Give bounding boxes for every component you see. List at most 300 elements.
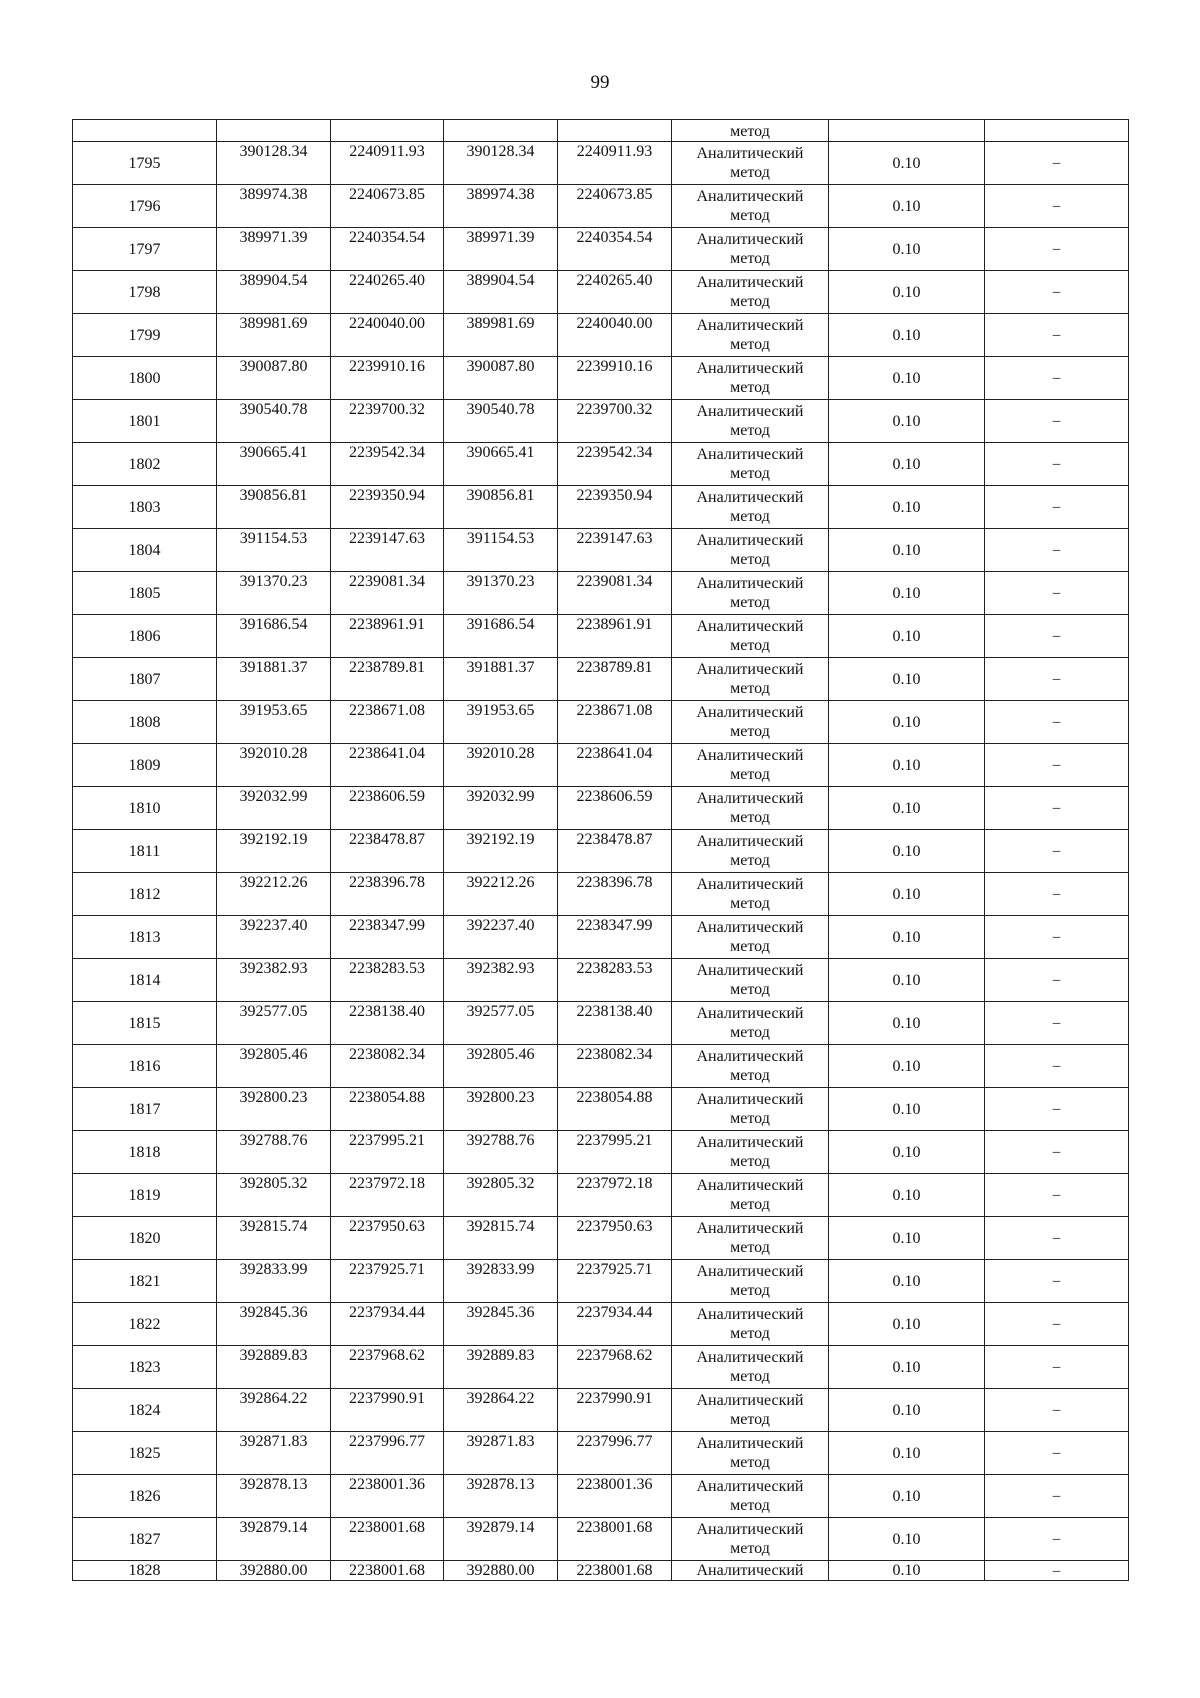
accuracy-cell: 0.10 xyxy=(829,916,985,959)
y-coordinate-cell: 2240673.85 xyxy=(558,185,672,228)
y-coordinate-cell: 2239910.16 xyxy=(331,357,444,400)
x-coordinate-cell: 391881.37 xyxy=(444,658,558,701)
note-cell: – xyxy=(985,1217,1129,1260)
point-number-cell: 1819 xyxy=(73,1174,217,1217)
method-line: метод xyxy=(730,293,770,310)
method-line: метод xyxy=(730,379,770,396)
method-cell xyxy=(672,1217,829,1260)
method-line: метод xyxy=(730,1153,770,1170)
method-cell xyxy=(672,142,829,185)
cell-empty xyxy=(444,120,558,142)
point-number-cell: 1814 xyxy=(73,959,217,1002)
method-line: метод xyxy=(730,637,770,654)
y-coordinate-cell: 2238478.87 xyxy=(331,830,444,873)
accuracy-cell: 0.10 xyxy=(829,959,985,1002)
accuracy-cell: 0.10 xyxy=(829,142,985,185)
method-cell xyxy=(672,1303,829,1346)
y-coordinate-cell: 2239542.34 xyxy=(558,443,672,486)
x-coordinate-cell: 392032.99 xyxy=(444,787,558,830)
accuracy-cell: 0.10 xyxy=(829,529,985,572)
method-line: Аналитический xyxy=(696,274,804,291)
accuracy-cell: 0.10 xyxy=(829,1475,985,1518)
note-cell: – xyxy=(985,572,1129,615)
table-row xyxy=(73,830,1129,873)
method-line: Аналитический xyxy=(696,790,804,807)
method-cell xyxy=(672,959,829,1002)
continuation-row xyxy=(73,120,1129,142)
y-coordinate-cell: 2237950.63 xyxy=(558,1217,672,1260)
method-line: Аналитический xyxy=(696,446,804,463)
method-line: Аналитический xyxy=(696,1521,804,1538)
accuracy-cell: 0.10 xyxy=(829,357,985,400)
y-coordinate-cell: 2238606.59 xyxy=(558,787,672,830)
x-coordinate-cell: 392010.28 xyxy=(444,744,558,787)
y-coordinate-cell: 2238138.40 xyxy=(331,1002,444,1045)
accuracy-cell: 0.10 xyxy=(829,1346,985,1389)
y-coordinate-cell: 2238396.78 xyxy=(331,873,444,916)
table-row xyxy=(73,873,1129,916)
x-coordinate-cell: 390128.34 xyxy=(217,142,331,185)
method-line: метод xyxy=(730,1282,770,1299)
accuracy-cell: 0.10 xyxy=(829,787,985,830)
x-coordinate-cell: 390665.41 xyxy=(217,443,331,486)
accuracy-cell: 0.10 xyxy=(829,1432,985,1475)
method-cell xyxy=(672,1475,829,1518)
y-coordinate-cell: 2238001.68 xyxy=(558,1561,672,1581)
point-number-cell: 1813 xyxy=(73,916,217,959)
x-coordinate-cell: 392833.99 xyxy=(444,1260,558,1303)
accuracy-cell: 0.10 xyxy=(829,1217,985,1260)
y-coordinate-cell: 2238001.68 xyxy=(558,1518,672,1561)
accuracy-cell: 0.10 xyxy=(829,830,985,873)
x-coordinate-cell: 392815.74 xyxy=(217,1217,331,1260)
point-number-cell: 1799 xyxy=(73,314,217,357)
accuracy-cell: 0.10 xyxy=(829,1088,985,1131)
method-line: метод xyxy=(730,1196,770,1213)
x-coordinate-cell: 392889.83 xyxy=(217,1346,331,1389)
y-coordinate-cell: 2238347.99 xyxy=(558,916,672,959)
method-cell xyxy=(672,443,829,486)
x-coordinate-cell: 389904.54 xyxy=(444,271,558,314)
x-coordinate-cell: 392879.14 xyxy=(217,1518,331,1561)
x-coordinate-cell: 391953.65 xyxy=(217,701,331,744)
y-coordinate-cell: 2237996.77 xyxy=(331,1432,444,1475)
table-row xyxy=(73,1346,1129,1389)
y-coordinate-cell: 2238054.88 xyxy=(331,1088,444,1131)
point-number-cell: 1797 xyxy=(73,228,217,271)
method-cell xyxy=(672,744,829,787)
point-number-cell: 1806 xyxy=(73,615,217,658)
x-coordinate-cell: 392845.36 xyxy=(217,1303,331,1346)
accuracy-cell: 0.10 xyxy=(829,228,985,271)
method-line: Аналитический xyxy=(696,575,804,592)
method-line: Аналитический xyxy=(696,1220,804,1237)
point-number-cell: 1815 xyxy=(73,1002,217,1045)
method-line: метод xyxy=(730,1067,770,1084)
method-line: Аналитический xyxy=(696,618,804,635)
point-number-cell: 1812 xyxy=(73,873,217,916)
y-coordinate-cell: 2237968.62 xyxy=(331,1346,444,1389)
y-coordinate-cell: 2238641.04 xyxy=(331,744,444,787)
x-coordinate-cell: 390540.78 xyxy=(217,400,331,443)
method-cell xyxy=(672,1045,829,1088)
y-coordinate-cell: 2237990.91 xyxy=(558,1389,672,1432)
method-line: метод xyxy=(730,594,770,611)
x-coordinate-cell: 392880.00 xyxy=(444,1561,558,1581)
point-number-cell: 1798 xyxy=(73,271,217,314)
method-line: Аналитический xyxy=(696,747,804,764)
note-cell: – xyxy=(985,1045,1129,1088)
method-line: метод xyxy=(730,1239,770,1256)
method-line: метод xyxy=(730,1325,770,1342)
accuracy-cell: 0.10 xyxy=(829,271,985,314)
table-row xyxy=(73,486,1129,529)
note-cell: – xyxy=(985,701,1129,744)
x-coordinate-cell: 391370.23 xyxy=(217,572,331,615)
method-line: Аналитический xyxy=(696,1177,804,1194)
table-row xyxy=(73,185,1129,228)
x-coordinate-cell: 392010.28 xyxy=(217,744,331,787)
point-number-cell: 1805 xyxy=(73,572,217,615)
note-cell: – xyxy=(985,873,1129,916)
method-line: метод xyxy=(730,422,770,439)
accuracy-cell: 0.10 xyxy=(829,1561,985,1581)
accuracy-cell: 0.10 xyxy=(829,658,985,701)
y-coordinate-cell: 2238283.53 xyxy=(331,959,444,1002)
y-coordinate-cell: 2239910.16 xyxy=(558,357,672,400)
y-coordinate-cell: 2239350.94 xyxy=(331,486,444,529)
x-coordinate-cell: 392382.93 xyxy=(217,959,331,1002)
x-coordinate-cell: 392032.99 xyxy=(217,787,331,830)
method-line: метод xyxy=(730,809,770,826)
table-row xyxy=(73,1131,1129,1174)
table-row xyxy=(73,787,1129,830)
y-coordinate-cell: 2240911.93 xyxy=(558,142,672,185)
x-coordinate-cell: 392237.40 xyxy=(444,916,558,959)
x-coordinate-cell: 391370.23 xyxy=(444,572,558,615)
method-cell xyxy=(672,314,829,357)
note-cell: – xyxy=(985,271,1129,314)
method-cell xyxy=(672,400,829,443)
method-line: метод xyxy=(730,1368,770,1385)
x-coordinate-cell: 392879.14 xyxy=(444,1518,558,1561)
accuracy-cell: 0.10 xyxy=(829,185,985,228)
accuracy-cell: 0.10 xyxy=(829,1002,985,1045)
point-number-cell: 1802 xyxy=(73,443,217,486)
table-row xyxy=(73,228,1129,271)
y-coordinate-cell: 2238671.08 xyxy=(331,701,444,744)
x-coordinate-cell: 391881.37 xyxy=(217,658,331,701)
point-number-cell: 1810 xyxy=(73,787,217,830)
method-line: Аналитический xyxy=(696,661,804,678)
x-coordinate-cell: 392805.46 xyxy=(217,1045,331,1088)
x-coordinate-cell: 392212.26 xyxy=(217,873,331,916)
y-coordinate-cell: 2238671.08 xyxy=(558,701,672,744)
x-coordinate-cell: 390087.80 xyxy=(444,357,558,400)
y-coordinate-cell: 2237995.21 xyxy=(558,1131,672,1174)
x-coordinate-cell: 392864.22 xyxy=(217,1389,331,1432)
table-row xyxy=(73,443,1129,486)
cell-empty xyxy=(829,120,985,142)
x-coordinate-cell: 391154.53 xyxy=(444,529,558,572)
accuracy-cell: 0.10 xyxy=(829,1260,985,1303)
method-cell xyxy=(672,271,829,314)
x-coordinate-cell: 390856.81 xyxy=(444,486,558,529)
x-coordinate-cell: 392815.74 xyxy=(444,1217,558,1260)
y-coordinate-cell: 2237968.62 xyxy=(558,1346,672,1389)
method-line: метод xyxy=(730,895,770,912)
note-cell: – xyxy=(985,1260,1129,1303)
table-row xyxy=(73,959,1129,1002)
method-line: метод xyxy=(730,164,770,181)
method-cell xyxy=(672,1518,829,1561)
method-cell: Аналитический xyxy=(672,1561,829,1581)
x-coordinate-cell: 391686.54 xyxy=(217,615,331,658)
point-number-cell: 1821 xyxy=(73,1260,217,1303)
table-row xyxy=(73,1217,1129,1260)
method-line: Аналитический xyxy=(696,876,804,893)
coordinates-table xyxy=(72,119,1129,1581)
note-cell: – xyxy=(985,1131,1129,1174)
note-cell: – xyxy=(985,1303,1129,1346)
note-cell: – xyxy=(985,1561,1129,1581)
x-coordinate-cell: 392878.13 xyxy=(444,1475,558,1518)
method-line: метод xyxy=(730,1110,770,1127)
point-number-cell: 1804 xyxy=(73,529,217,572)
y-coordinate-cell: 2238054.88 xyxy=(558,1088,672,1131)
note-cell: – xyxy=(985,1346,1129,1389)
x-coordinate-cell: 392805.46 xyxy=(444,1045,558,1088)
y-coordinate-cell: 2238283.53 xyxy=(558,959,672,1002)
method-cell xyxy=(672,572,829,615)
x-coordinate-cell: 392889.83 xyxy=(444,1346,558,1389)
method-line: метод xyxy=(730,723,770,740)
note-cell: – xyxy=(985,658,1129,701)
accuracy-cell: 0.10 xyxy=(829,744,985,787)
table-row xyxy=(73,271,1129,314)
method-line: метод xyxy=(730,551,770,568)
note-cell: – xyxy=(985,357,1129,400)
note-cell: – xyxy=(985,1475,1129,1518)
x-coordinate-cell: 392805.32 xyxy=(217,1174,331,1217)
point-number-cell: 1828 xyxy=(73,1561,217,1581)
note-cell: – xyxy=(985,142,1129,185)
cell-empty xyxy=(217,120,331,142)
method-line: Аналитический xyxy=(696,1263,804,1280)
method-line: Аналитический xyxy=(696,188,804,205)
method-line: метод xyxy=(730,852,770,869)
method-line: Аналитический xyxy=(696,1349,804,1366)
method-cell xyxy=(672,873,829,916)
method-cell xyxy=(672,1432,829,1475)
note-cell: – xyxy=(985,185,1129,228)
accuracy-cell: 0.10 xyxy=(829,400,985,443)
point-number-cell: 1823 xyxy=(73,1346,217,1389)
method-line: Аналитический xyxy=(696,1478,804,1495)
table-row xyxy=(73,1518,1129,1561)
y-coordinate-cell: 2237925.71 xyxy=(558,1260,672,1303)
cell-empty xyxy=(985,120,1129,142)
cell-empty xyxy=(331,120,444,142)
table-row xyxy=(73,1045,1129,1088)
point-number-cell: 1822 xyxy=(73,1303,217,1346)
accuracy-cell: 0.10 xyxy=(829,615,985,658)
x-coordinate-cell: 392192.19 xyxy=(217,830,331,873)
x-coordinate-cell: 389971.39 xyxy=(444,228,558,271)
method-cell xyxy=(672,658,829,701)
method-line: Аналитический xyxy=(696,403,804,420)
x-coordinate-cell: 392192.19 xyxy=(444,830,558,873)
point-number-cell: 1820 xyxy=(73,1217,217,1260)
method-line: Аналитический xyxy=(696,919,804,936)
table-row xyxy=(73,916,1129,959)
y-coordinate-cell: 2240354.54 xyxy=(331,228,444,271)
method-line: метод xyxy=(730,1454,770,1471)
y-coordinate-cell: 2237934.44 xyxy=(558,1303,672,1346)
y-coordinate-cell: 2237995.21 xyxy=(331,1131,444,1174)
point-number-cell: 1816 xyxy=(73,1045,217,1088)
y-coordinate-cell: 2237972.18 xyxy=(558,1174,672,1217)
y-coordinate-cell: 2238789.81 xyxy=(331,658,444,701)
point-number-cell: 1796 xyxy=(73,185,217,228)
table-row xyxy=(73,1002,1129,1045)
accuracy-cell: 0.10 xyxy=(829,486,985,529)
y-coordinate-cell: 2238606.59 xyxy=(331,787,444,830)
method-line: Аналитический xyxy=(696,145,804,162)
method-cell: метод xyxy=(672,120,829,142)
x-coordinate-cell: 392880.00 xyxy=(217,1561,331,1581)
x-coordinate-cell: 392805.32 xyxy=(444,1174,558,1217)
note-cell: – xyxy=(985,1088,1129,1131)
x-coordinate-cell: 392577.05 xyxy=(444,1002,558,1045)
method-line: Аналитический xyxy=(696,1306,804,1323)
x-coordinate-cell: 392788.76 xyxy=(217,1131,331,1174)
accuracy-cell: 0.10 xyxy=(829,443,985,486)
table-row xyxy=(73,1432,1129,1475)
method-cell xyxy=(672,1346,829,1389)
point-number-cell: 1795 xyxy=(73,142,217,185)
method-cell xyxy=(672,1174,829,1217)
y-coordinate-cell: 2238789.81 xyxy=(558,658,672,701)
method-cell xyxy=(672,228,829,271)
table-row xyxy=(73,615,1129,658)
x-coordinate-cell: 390856.81 xyxy=(217,486,331,529)
note-cell: – xyxy=(985,529,1129,572)
method-line: метод xyxy=(730,1411,770,1428)
note-cell: – xyxy=(985,744,1129,787)
note-cell: – xyxy=(985,916,1129,959)
method-line: Аналитический xyxy=(696,489,804,506)
y-coordinate-cell: 2237925.71 xyxy=(331,1260,444,1303)
y-coordinate-cell: 2239147.63 xyxy=(331,529,444,572)
y-coordinate-cell: 2240354.54 xyxy=(558,228,672,271)
cell-empty xyxy=(73,120,217,142)
accuracy-cell: 0.10 xyxy=(829,314,985,357)
y-coordinate-cell: 2238347.99 xyxy=(331,916,444,959)
y-coordinate-cell: 2237934.44 xyxy=(331,1303,444,1346)
point-number-cell: 1817 xyxy=(73,1088,217,1131)
y-coordinate-cell: 2240911.93 xyxy=(331,142,444,185)
method-cell xyxy=(672,615,829,658)
accuracy-cell: 0.10 xyxy=(829,873,985,916)
point-number-cell: 1818 xyxy=(73,1131,217,1174)
method-line: Аналитический xyxy=(696,1435,804,1452)
method-cell xyxy=(672,1260,829,1303)
method-cell xyxy=(672,486,829,529)
y-coordinate-cell: 2239081.34 xyxy=(331,572,444,615)
note-cell: – xyxy=(985,787,1129,830)
cell-empty xyxy=(558,120,672,142)
point-number-cell: 1826 xyxy=(73,1475,217,1518)
page-number: 99 xyxy=(590,72,610,93)
method-line: метод xyxy=(730,336,770,353)
table-row xyxy=(73,701,1129,744)
method-cell xyxy=(672,701,829,744)
note-cell: – xyxy=(985,1518,1129,1561)
method-line: Аналитический xyxy=(696,317,804,334)
table-row xyxy=(73,1088,1129,1131)
note-cell: – xyxy=(985,400,1129,443)
method-line: Аналитический xyxy=(696,833,804,850)
note-cell: – xyxy=(985,314,1129,357)
method-cell xyxy=(672,830,829,873)
y-coordinate-cell: 2239081.34 xyxy=(558,572,672,615)
point-number-cell: 1808 xyxy=(73,701,217,744)
point-number-cell: 1827 xyxy=(73,1518,217,1561)
accuracy-cell: 0.10 xyxy=(829,1045,985,1088)
table-row xyxy=(73,1475,1129,1518)
y-coordinate-cell: 2237972.18 xyxy=(331,1174,444,1217)
method-line: метод xyxy=(730,1497,770,1514)
y-coordinate-cell: 2238082.34 xyxy=(558,1045,672,1088)
x-coordinate-cell: 392382.93 xyxy=(444,959,558,1002)
method-line: Аналитический xyxy=(696,1005,804,1022)
method-line: Аналитический xyxy=(696,704,804,721)
note-cell: – xyxy=(985,1432,1129,1475)
x-coordinate-cell: 389904.54 xyxy=(217,271,331,314)
x-coordinate-cell: 390540.78 xyxy=(444,400,558,443)
y-coordinate-cell: 2239700.32 xyxy=(558,400,672,443)
method-line: метод xyxy=(730,1024,770,1041)
method-cell xyxy=(672,1131,829,1174)
accuracy-cell: 0.10 xyxy=(829,572,985,615)
y-coordinate-cell: 2240040.00 xyxy=(558,314,672,357)
method-line: Аналитический xyxy=(696,962,804,979)
method-line: Аналитический xyxy=(696,1091,804,1108)
method-line: метод xyxy=(730,938,770,955)
method-line: метод xyxy=(730,508,770,525)
method-line: метод xyxy=(730,981,770,998)
table-row xyxy=(73,142,1129,185)
accuracy-cell: 0.10 xyxy=(829,1131,985,1174)
y-coordinate-cell: 2238001.68 xyxy=(331,1518,444,1561)
point-number-cell: 1807 xyxy=(73,658,217,701)
x-coordinate-cell: 392845.36 xyxy=(444,1303,558,1346)
note-cell: – xyxy=(985,830,1129,873)
y-coordinate-cell: 2238641.04 xyxy=(558,744,672,787)
x-coordinate-cell: 392864.22 xyxy=(444,1389,558,1432)
x-coordinate-cell: 392577.05 xyxy=(217,1002,331,1045)
x-coordinate-cell: 389981.69 xyxy=(217,314,331,357)
point-number-cell: 1824 xyxy=(73,1389,217,1432)
note-cell: – xyxy=(985,228,1129,271)
method-cell xyxy=(672,787,829,830)
accuracy-cell: 0.10 xyxy=(829,1174,985,1217)
table-row xyxy=(73,400,1129,443)
accuracy-cell: 0.10 xyxy=(829,701,985,744)
y-coordinate-cell: 2238082.34 xyxy=(331,1045,444,1088)
accuracy-cell: 0.10 xyxy=(829,1518,985,1561)
